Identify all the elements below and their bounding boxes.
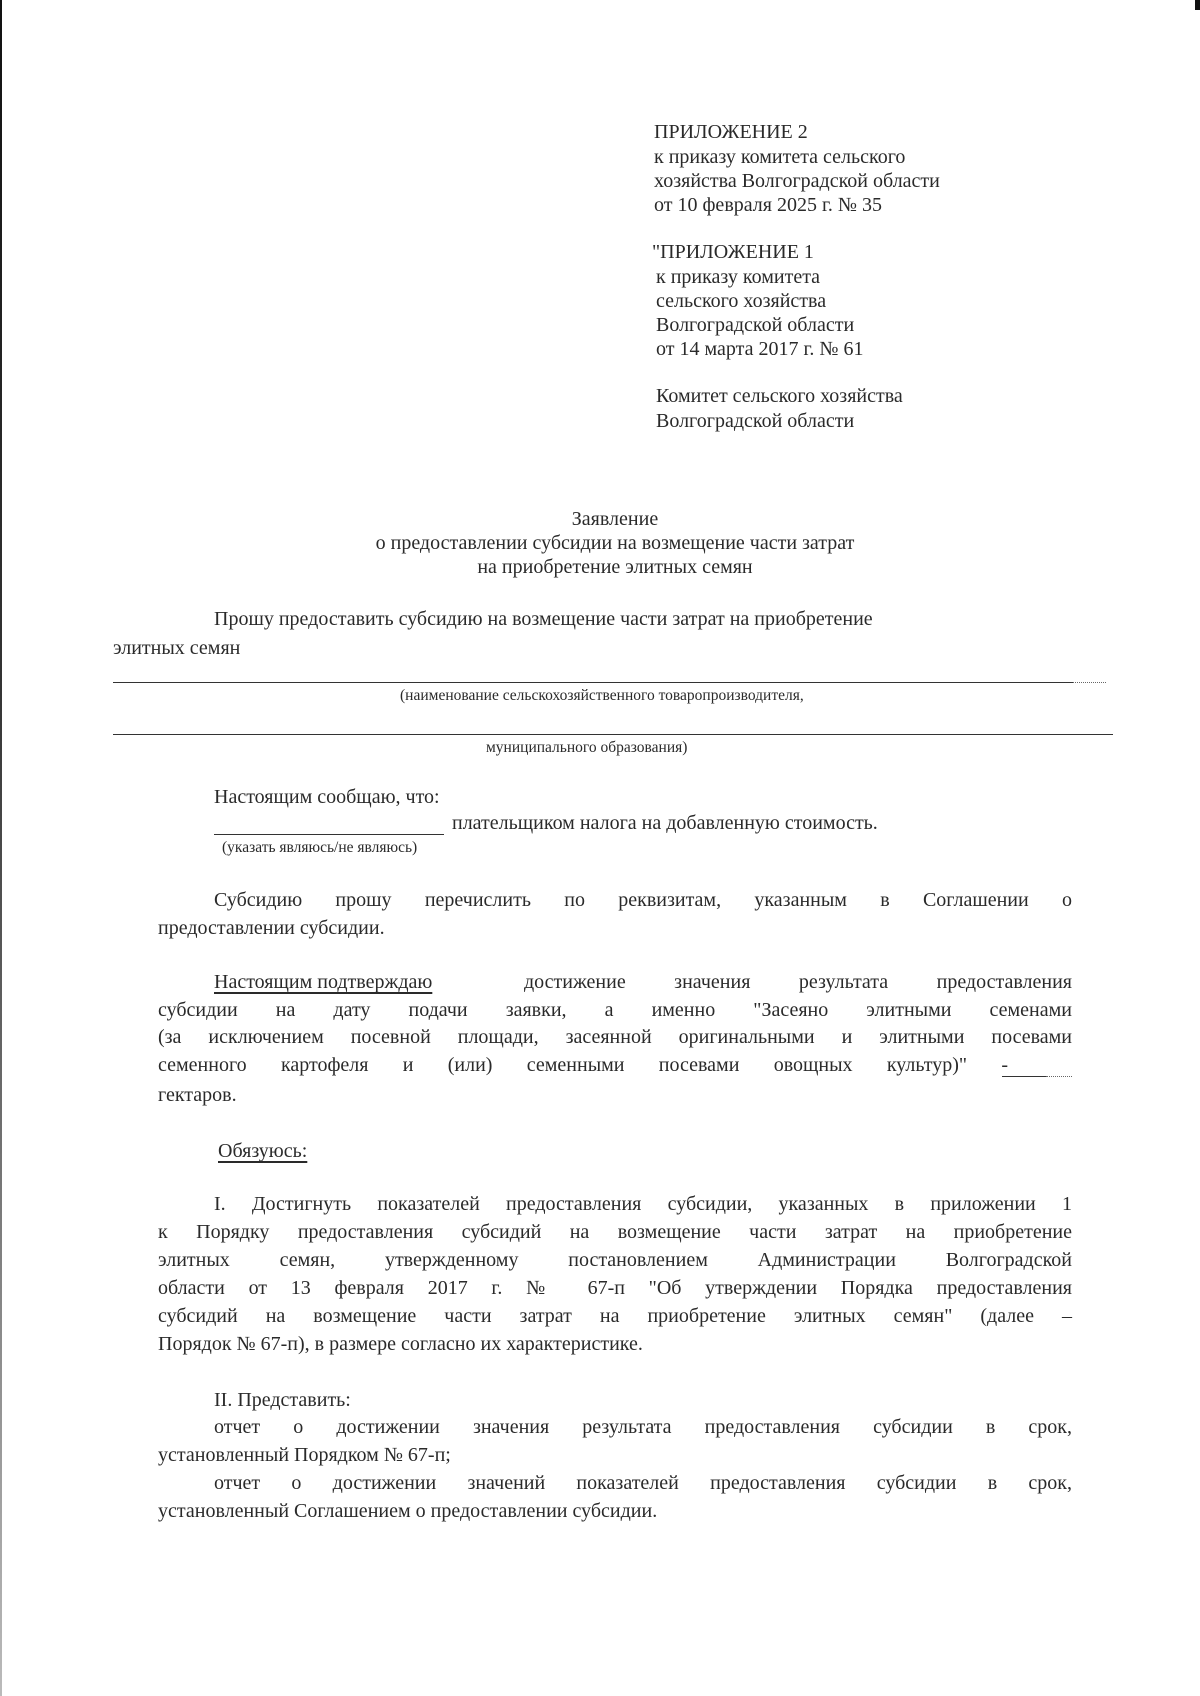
vat-intro: Настоящим сообщаю, что: — [214, 786, 440, 808]
item2-line1: отчет о достижении значения результата предоставления субсидии в срок, — [214, 1416, 1072, 1438]
confirm-line2: субсидии на дату подачи заявки, а именно "Засеяно элитными семенами — [158, 999, 1072, 1021]
item2-line2: установленный Порядком № 67-п; — [158, 1444, 451, 1466]
item2-heading: II. Представить: — [214, 1389, 351, 1411]
item1-line1: I. Достигнуть показателей предоставления субсидии, указанных в приложении 1 — [214, 1193, 1072, 1215]
blank-line-hectares-tail — [1046, 1076, 1072, 1077]
appendix1-line3: Волгоградской области — [656, 314, 855, 336]
item1-line4: области от 13 февраля 2017 г. № 67-п "Об утверждении Порядка предоставления — [158, 1277, 1072, 1299]
document-title-line2: о предоставлении субсидии на возмещение части затрат — [375, 532, 855, 554]
document-title: Заявление — [571, 508, 659, 530]
caption-producer: (наименование сельскохозяйственного товаропроизводителя, — [400, 687, 804, 704]
confirm-line3: (за исключением посевной площади, засеянной оригинальными и элитными посевами — [158, 1026, 1072, 1048]
appendix2-title: ПРИЛОЖЕНИЕ 2 — [654, 121, 808, 143]
vat-text: плательщиком налога на добавленную стоимость. — [452, 812, 878, 834]
addressee-line2: Волгоградской области — [656, 410, 855, 432]
item1-line5: субсидий на возмещение части затрат на приобретение элитных семян" (далее – — [158, 1305, 1072, 1327]
appendix2-line3: от 10 февраля 2025 г. № 35 — [654, 194, 883, 216]
payment-line2: предоставлении субсидии. — [158, 917, 385, 939]
appendix2-line2: хозяйства Волгоградской области — [654, 170, 940, 192]
item2-line3: отчет о достижении значений показателей предоставления субсидии в срок, — [214, 1472, 1072, 1494]
obligations-heading: Обязуюсь: — [218, 1140, 308, 1162]
item1-line2: к Порядку предоставления субсидий на возмещение части затрат на приобретение — [158, 1221, 1072, 1243]
scan-mark — [1195, 0, 1200, 10]
scan-edge — [0, 0, 2, 1696]
item2-line4: установленный Соглашением о предоставлении субсидии. — [158, 1500, 658, 1522]
appendix1-title: "ПРИЛОЖЕНИЕ 1 — [652, 241, 814, 263]
confirm-lead: Настоящим подтверждаю — [214, 971, 433, 993]
appendix1-line2: сельского хозяйства — [656, 290, 827, 312]
caption-municipality: муниципального образования) — [486, 739, 688, 756]
confirm-line1 — [214, 970, 432, 994]
blank-line-municipality — [113, 734, 1113, 735]
confirm-line5: гектаров. — [158, 1084, 237, 1106]
blank-line-vat-status — [214, 834, 444, 835]
blank-line-hectares — [1002, 1076, 1046, 1077]
appendix1-line4: от 14 марта 2017 г. № 61 — [656, 338, 864, 360]
request-line1: Прошу предоставить субсидию на возмещение части затрат на приобретение — [214, 608, 873, 630]
appendix1-line1: к приказу комитета — [656, 266, 821, 288]
confirm-line4: семенного картофеля и (или) семенными посевами овощных культур)" - — [158, 1054, 1008, 1076]
document-title-line3: на приобретение элитных семян — [477, 556, 753, 578]
appendix2-line1: к приказу комитета сельского — [654, 146, 906, 168]
request-line2: элитных семян — [113, 637, 241, 659]
blank-line-producer — [113, 682, 1073, 683]
payment-line1: Субсидию прошу перечислить по реквизитам, указанным в Соглашении о — [214, 889, 1072, 911]
blank-line-producer-tail — [1073, 682, 1106, 683]
item1-line6: Порядок № 67-п), в размере согласно их характеристике. — [158, 1333, 643, 1355]
caption-vat-status: (указать являюсь/не являюсь) — [222, 839, 418, 856]
item1-line3: элитных семян, утвержденному постановлением Администрации Волгоградской — [158, 1249, 1072, 1271]
addressee-line1: Комитет сельского хозяйства — [656, 385, 903, 407]
confirm-line1-rest: достижение значения результата предоставления — [524, 971, 1072, 993]
